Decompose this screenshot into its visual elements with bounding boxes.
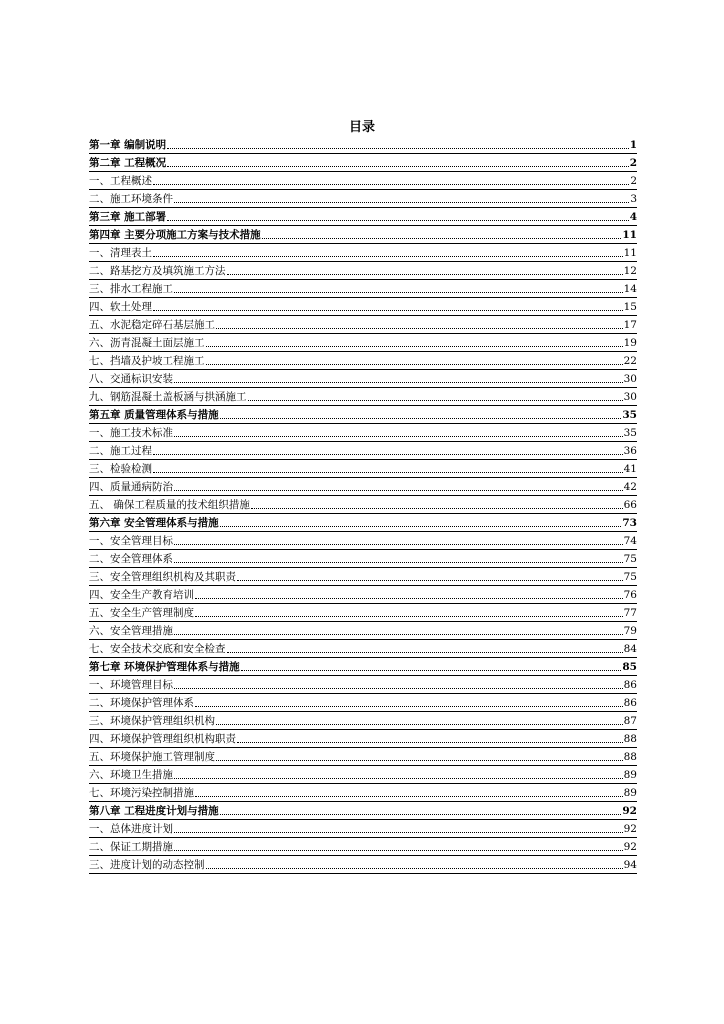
toc-section-entry[interactable] <box>89 532 637 550</box>
toc-section-entry[interactable] <box>89 568 637 586</box>
toc-dot-leader <box>174 847 623 851</box>
toc-entry-label: 第四章 主要分项施工方案与技术措施 <box>89 229 261 241</box>
toc-entry-label: 六、沥青混凝土面层施工 <box>89 337 205 349</box>
toc-section-entry[interactable] <box>89 190 637 208</box>
toc-dot-leader <box>241 667 622 671</box>
toc-entry-label: 九、钢筋混凝土盖板涵与拱涵施工 <box>89 391 247 403</box>
toc-page-number: 87 <box>623 715 637 727</box>
toc-page-number: 35 <box>623 427 637 439</box>
toc-page-number: 2 <box>630 175 637 187</box>
toc-section-entry[interactable] <box>89 694 637 712</box>
toc-dot-leader <box>216 757 623 761</box>
toc-page-number: 66 <box>623 499 637 511</box>
toc-page-number: 88 <box>623 733 637 745</box>
toc-dot-leader <box>153 253 623 257</box>
toc-entry-label: 五、安全生产管理制度 <box>89 607 194 619</box>
toc-chapter-entry[interactable] <box>89 154 637 172</box>
toc-dot-leader <box>174 829 623 833</box>
toc-entry-label: 四、安全生产教育培训 <box>89 589 194 601</box>
toc-page-number: 76 <box>623 589 637 601</box>
toc-section-entry[interactable] <box>89 604 637 622</box>
toc-dot-leader <box>195 595 623 599</box>
toc-entry-label: 一、环境管理目标 <box>89 679 173 691</box>
toc-dot-leader <box>227 271 623 275</box>
toc-section-entry[interactable] <box>89 730 637 748</box>
toc-dot-leader <box>174 379 623 383</box>
toc-entry-label: 五、 确保工程质量的技术组织措施 <box>89 499 250 511</box>
toc-section-entry[interactable] <box>89 172 637 190</box>
toc-page-number: 42 <box>623 481 637 493</box>
toc-dot-leader <box>174 487 623 491</box>
toc-page-number: 11 <box>623 247 637 259</box>
toc-entry-label: 第五章 质量管理体系与措施 <box>89 409 219 421</box>
toc-dot-leader <box>262 235 622 239</box>
toc-page-number: 92 <box>623 823 637 835</box>
toc-entry-label: 一、工程概述 <box>89 175 152 187</box>
toc-dot-leader <box>174 685 623 689</box>
toc-page-number: 3 <box>630 193 637 205</box>
toc-page-number: 89 <box>623 787 637 799</box>
toc-page-number: 86 <box>623 697 637 709</box>
toc-entry-label: 一、总体进度计划 <box>89 823 173 835</box>
toc-page-number: 12 <box>623 265 637 277</box>
toc-page-number: 77 <box>623 607 637 619</box>
toc-page-number: 92 <box>623 841 637 853</box>
toc-page-number: 89 <box>623 769 637 781</box>
toc-page-number: 74 <box>623 535 637 547</box>
toc-entry-label: 六、安全管理措施 <box>89 625 173 637</box>
toc-chapter-entry[interactable] <box>89 136 637 154</box>
toc-section-entry[interactable] <box>89 856 637 874</box>
toc-dot-leader <box>174 433 623 437</box>
toc-dot-leader <box>220 811 622 815</box>
toc-entry-label: 一、清理表土 <box>89 247 152 259</box>
toc-entry-label: 三、环境保护管理组织机构 <box>89 715 215 727</box>
toc-dot-leader <box>206 865 623 869</box>
toc-page-number: 22 <box>623 355 637 367</box>
toc-entry-label: 第二章 工程概况 <box>89 157 167 169</box>
toc-section-entry[interactable] <box>89 784 637 802</box>
toc-dot-leader <box>206 361 623 365</box>
toc-section-entry[interactable] <box>89 676 637 694</box>
toc-entry-label: 二、保证工期措施 <box>89 841 173 853</box>
toc-entry-label: 七、环境污染控制措施 <box>89 787 194 799</box>
toc-entry-label: 五、环境保护施工管理制度 <box>89 751 215 763</box>
toc-chapter-entry[interactable] <box>89 658 637 676</box>
toc-page-number: 94 <box>623 859 637 871</box>
toc-entry-label: 七、挡墙及护坡工程施工 <box>89 355 205 367</box>
toc-entry-label: 二、环境保护管理体系 <box>89 697 194 709</box>
toc-section-entry[interactable] <box>89 262 637 280</box>
toc-dot-leader <box>220 523 622 527</box>
toc-entry-label: 第六章 安全管理体系与措施 <box>89 517 219 529</box>
toc-chapter-entry[interactable] <box>89 226 637 244</box>
toc-dot-leader <box>216 721 623 725</box>
toc-dot-leader <box>195 793 623 797</box>
toc-entry-label: 第七章 环境保护管理体系与措施 <box>89 661 240 673</box>
toc-chapter-entry[interactable] <box>89 406 637 424</box>
toc-page-number: 75 <box>623 571 637 583</box>
toc-entry-label: 四、环境保护管理组织机构职责 <box>89 733 236 745</box>
toc-entry-label: 一、施工技术标准 <box>89 427 173 439</box>
toc-page-number: 2 <box>629 157 637 169</box>
toc-entry-label: 一、安全管理目标 <box>89 535 173 547</box>
toc-page-number: 14 <box>623 283 637 295</box>
toc-entry-label: 二、路基挖方及填筑施工方法 <box>89 265 226 277</box>
toc-section-entry[interactable] <box>89 478 637 496</box>
toc-page-number: 73 <box>622 517 637 529</box>
toc-section-entry[interactable] <box>89 370 637 388</box>
toc-dot-leader <box>174 289 623 293</box>
toc-entry-label: 七、安全技术交底和安全检查 <box>89 643 226 655</box>
toc-section-entry[interactable] <box>89 748 637 766</box>
toc-section-entry[interactable] <box>89 550 637 568</box>
toc-chapter-entry[interactable] <box>89 802 637 820</box>
toc-page-number: 88 <box>623 751 637 763</box>
toc-section-entry[interactable] <box>89 298 637 316</box>
toc-entry-label: 三、检验检测 <box>89 463 152 475</box>
toc-entry-label: 四、软土处理 <box>89 301 152 313</box>
toc-page-number: 17 <box>623 319 637 331</box>
toc-dot-leader <box>220 415 622 419</box>
toc-section-entry[interactable] <box>89 496 637 514</box>
toc-dot-leader <box>227 649 623 653</box>
toc-section-entry[interactable] <box>89 352 637 370</box>
toc-dot-leader <box>174 541 623 545</box>
toc-section-entry[interactable] <box>89 280 637 298</box>
toc-dot-leader <box>174 631 623 635</box>
toc-entry-label: 六、环境卫生措施 <box>89 769 173 781</box>
toc-entry-label: 八、交通标识安装 <box>89 373 173 385</box>
toc-entry-label: 三、进度计划的动态控制 <box>89 859 205 871</box>
toc-dot-leader <box>153 451 623 455</box>
toc-dot-leader <box>153 181 629 185</box>
toc-page-number: 75 <box>623 553 637 565</box>
toc-section-entry[interactable] <box>89 334 637 352</box>
toc-dot-leader <box>251 505 623 509</box>
toc-dot-leader <box>206 343 623 347</box>
toc-section-entry[interactable] <box>89 460 637 478</box>
toc-entry-label: 第八章 工程进度计划与措施 <box>89 805 219 817</box>
toc-page-number: 11 <box>622 229 637 241</box>
toc-page-number: 15 <box>623 301 637 313</box>
toc-section-entry[interactable] <box>89 766 637 784</box>
toc-dot-leader <box>174 199 629 203</box>
toc-page-number: 92 <box>622 805 637 817</box>
table-of-contents <box>89 136 637 874</box>
toc-chapter-entry[interactable] <box>89 514 637 532</box>
toc-page-number: 1 <box>629 139 637 151</box>
toc-page-number: 36 <box>623 445 637 457</box>
toc-chapter-entry[interactable] <box>89 208 637 226</box>
toc-dot-leader <box>174 775 623 779</box>
toc-dot-leader <box>167 145 629 149</box>
toc-entry-label: 第三章 施工部署 <box>89 211 167 223</box>
toc-section-entry[interactable] <box>89 838 637 856</box>
toc-page-number: 84 <box>623 643 637 655</box>
toc-title: 目录 <box>348 120 375 135</box>
toc-page-number: 41 <box>623 463 637 475</box>
toc-section-entry[interactable] <box>89 712 637 730</box>
toc-page-number: 19 <box>623 337 637 349</box>
toc-page-number: 85 <box>622 661 637 673</box>
toc-dot-leader <box>174 559 623 563</box>
toc-dot-leader <box>237 739 623 743</box>
toc-section-entry[interactable] <box>89 586 637 604</box>
toc-entry-label: 五、水泥稳定碎石基层施工 <box>89 319 215 331</box>
toc-entry-label: 三、安全管理组织机构及其职责 <box>89 571 236 583</box>
toc-section-entry[interactable] <box>89 622 637 640</box>
toc-dot-leader <box>167 163 629 167</box>
toc-section-entry[interactable] <box>89 424 637 442</box>
toc-section-entry[interactable] <box>89 316 637 334</box>
toc-page-number: 35 <box>622 409 637 421</box>
toc-entry-label: 二、施工环境条件 <box>89 193 173 205</box>
toc-entry-label: 二、施工过程 <box>89 445 152 457</box>
toc-page-number: 86 <box>623 679 637 691</box>
toc-dot-leader <box>248 397 623 401</box>
toc-dot-leader <box>195 613 623 617</box>
toc-page-number: 79 <box>623 625 637 637</box>
toc-section-entry[interactable] <box>89 388 637 406</box>
toc-dot-leader <box>153 469 623 473</box>
toc-dot-leader <box>216 325 623 329</box>
toc-entry-label: 第一章 编制说明 <box>89 139 167 151</box>
toc-section-entry[interactable] <box>89 442 637 460</box>
toc-entry-label: 三、排水工程施工 <box>89 283 173 295</box>
toc-dot-leader <box>153 307 623 311</box>
toc-entry-label: 二、安全管理体系 <box>89 553 173 565</box>
toc-page-number: 30 <box>623 391 637 403</box>
toc-dot-leader <box>237 577 623 581</box>
toc-dot-leader <box>167 217 629 221</box>
toc-page-number: 4 <box>629 211 637 223</box>
toc-page-number: 30 <box>623 373 637 385</box>
toc-entry-label: 四、质量通病防治 <box>89 481 173 493</box>
toc-dot-leader <box>195 703 623 707</box>
toc-section-entry[interactable] <box>89 820 637 838</box>
toc-section-entry[interactable] <box>89 244 637 262</box>
toc-section-entry[interactable] <box>89 640 637 658</box>
